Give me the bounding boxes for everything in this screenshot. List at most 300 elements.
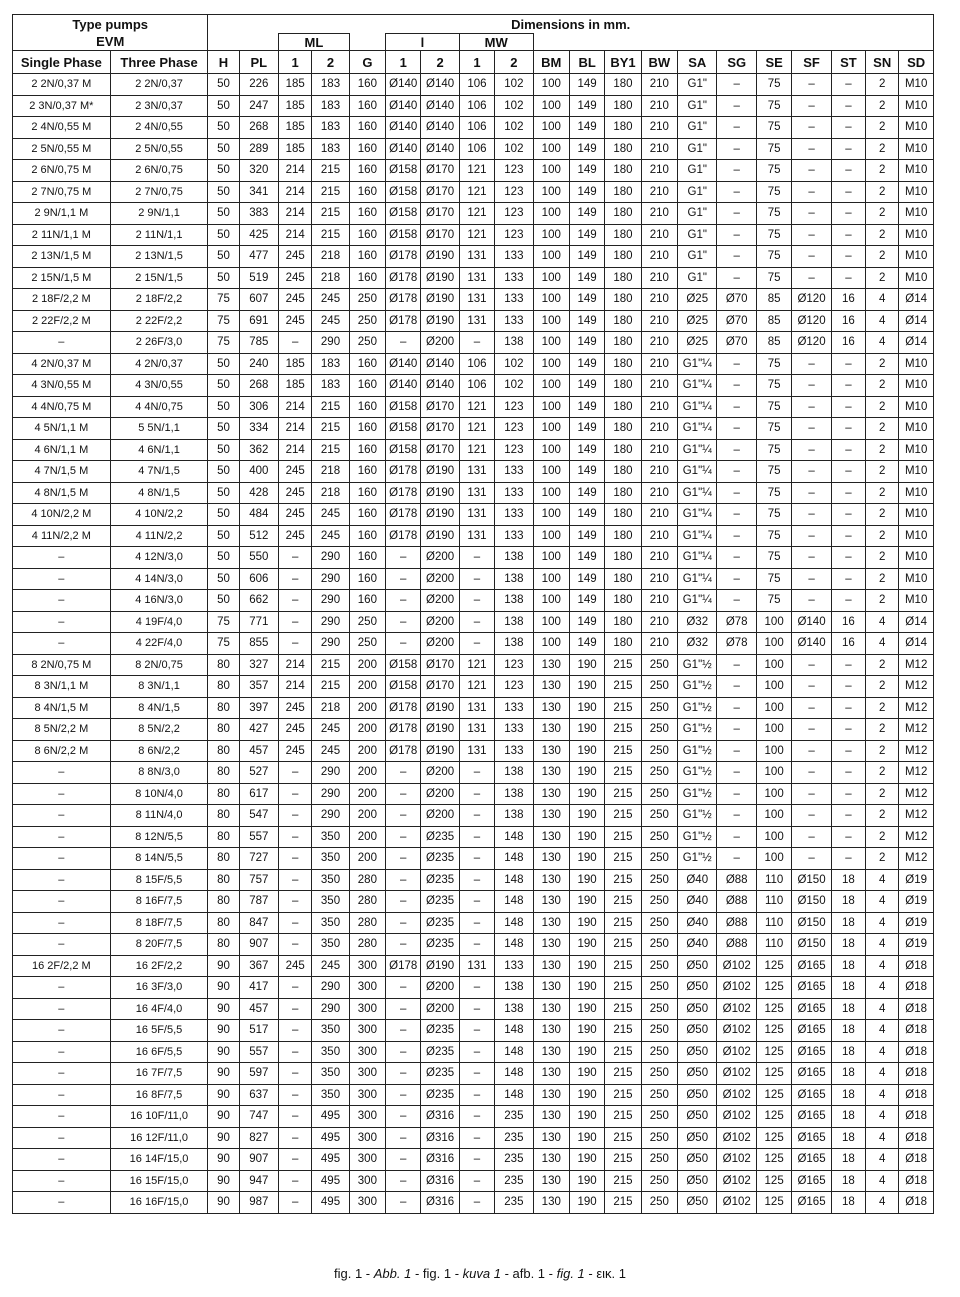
- dimension-cell-sn: 2: [866, 740, 899, 762]
- dimension-cell-sd: M10: [899, 482, 934, 504]
- dimension-cell-sa: G1"¼: [678, 353, 717, 375]
- dimension-cell-pl: 400: [239, 461, 278, 483]
- dimension-cell-pl: 289: [239, 138, 278, 160]
- dimension-cell-bm: 100: [533, 482, 569, 504]
- table-row: [13, 396, 934, 418]
- dimension-cell-sa: G1"¼: [678, 461, 717, 483]
- dimension-cell-bl: 190: [569, 719, 604, 741]
- dimension-cell-ml-1: –: [279, 998, 312, 1020]
- dimension-cell-bm: 130: [533, 654, 569, 676]
- dimension-cell-ml-1: –: [279, 1020, 312, 1042]
- dimension-cell-bm: 100: [533, 181, 569, 203]
- column-header-se: SE: [756, 51, 791, 74]
- dimension-cell-pl: 247: [239, 95, 278, 117]
- dimension-cell-sa: G1"½: [678, 697, 717, 719]
- dimension-cell-h: 50: [208, 418, 239, 440]
- dimension-cell-ml-2: 350: [312, 1041, 349, 1063]
- three-phase-model-cell: 16 4F/4,0: [110, 998, 208, 1020]
- dimension-cell-sg: –: [717, 482, 756, 504]
- dimension-cell-bl: 149: [569, 117, 604, 139]
- dimension-cell-st: 18: [831, 1149, 865, 1171]
- dimension-cell-l-2: Ø235: [421, 826, 459, 848]
- dimension-cell-ml-1: 214: [279, 396, 312, 418]
- dimension-cell-mw-1: 121: [459, 224, 494, 246]
- dimension-cell-g: 160: [349, 375, 385, 397]
- table-row: [13, 95, 934, 117]
- dimension-cell-l-1: –: [386, 1106, 421, 1128]
- table-row: [13, 805, 934, 827]
- dimension-cell-mw-1: 121: [459, 418, 494, 440]
- dimension-cell-sd: Ø14: [899, 633, 934, 655]
- dimension-cell-g: 160: [349, 117, 385, 139]
- dimension-cell-sn: 2: [866, 74, 899, 96]
- dimension-cell-sa: Ø32: [678, 611, 717, 633]
- dimension-cell-bm: 130: [533, 1063, 569, 1085]
- dimension-cell-l-2: Ø316: [421, 1127, 459, 1149]
- dimension-cell-ml-2: 350: [312, 891, 349, 913]
- dimension-cell-ml-2: 290: [312, 783, 349, 805]
- dimension-cell-pl: 907: [239, 934, 278, 956]
- dimension-cell-sn: 4: [866, 1041, 899, 1063]
- dimension-cell-bm: 100: [533, 611, 569, 633]
- dimension-cell-ml-1: –: [279, 805, 312, 827]
- table-row: [13, 891, 934, 913]
- dimension-cell-mw-1: 121: [459, 203, 494, 225]
- dimension-cell-bm: 100: [533, 375, 569, 397]
- dimension-cell-l-2: Ø190: [421, 289, 459, 311]
- dimension-cell-sd: M10: [899, 504, 934, 526]
- dimension-cell-sa: G1": [678, 224, 717, 246]
- dimension-cell-se: 75: [756, 590, 791, 612]
- dimension-cell-sn: 2: [866, 396, 899, 418]
- dimension-cell-mw-2: 133: [495, 246, 533, 268]
- dimension-cell-bm: 130: [533, 1020, 569, 1042]
- dimension-cell-h: 90: [208, 1192, 239, 1214]
- dimension-cell-l-1: –: [386, 1170, 421, 1192]
- dimension-cell-mw-2: 148: [495, 891, 533, 913]
- column-header-mw-2: 2: [495, 51, 533, 74]
- table-row: [13, 1084, 934, 1106]
- dimension-cell-g: 200: [349, 783, 385, 805]
- dimension-cell-sf: Ø165: [792, 1020, 831, 1042]
- dimension-cell-l-1: –: [386, 783, 421, 805]
- dimension-cell-bm: 100: [533, 633, 569, 655]
- dimension-cell-mw-2: 123: [495, 654, 533, 676]
- dimension-cell-ml-1: –: [279, 1063, 312, 1085]
- dimension-cell-l-2: Ø235: [421, 848, 459, 870]
- dimension-cell-ml-2: 245: [312, 955, 349, 977]
- single-phase-model-cell: –: [13, 912, 111, 934]
- dimension-cell-bw: 250: [641, 977, 677, 999]
- dimension-cell-ml-2: 215: [312, 224, 349, 246]
- dimension-cell-sd: Ø18: [899, 1041, 934, 1063]
- caption-part: fig. 1 -: [334, 1266, 374, 1281]
- dimension-cell-mw-1: –: [459, 1192, 494, 1214]
- three-phase-model-cell: 4 8N/1,5: [110, 482, 208, 504]
- dimension-cell-bw: 210: [641, 418, 677, 440]
- dimension-cell-sa: G1"½: [678, 848, 717, 870]
- dimension-cell-by1: 180: [605, 568, 641, 590]
- dimension-cell-sf: Ø165: [792, 1084, 831, 1106]
- table-row: [13, 117, 934, 139]
- dimension-cell-l-1: –: [386, 934, 421, 956]
- dimension-cell-mw-1: 131: [459, 525, 494, 547]
- dimension-cell-sf: –: [792, 568, 831, 590]
- three-phase-model-cell: 16 7F/7,5: [110, 1063, 208, 1085]
- dimension-cell-ml-2: 350: [312, 826, 349, 848]
- dimension-cell-sf: –: [792, 590, 831, 612]
- dimension-cell-st: –: [831, 504, 865, 526]
- dimension-cell-pl: 367: [239, 955, 278, 977]
- dimension-cell-bl: 190: [569, 848, 604, 870]
- dimension-cell-pl: 517: [239, 1020, 278, 1042]
- dimension-cell-sn: 4: [866, 1149, 899, 1171]
- table-row: [13, 353, 934, 375]
- dimension-cell-ml-2: 215: [312, 418, 349, 440]
- dimension-cell-sg: –: [717, 525, 756, 547]
- dimension-cell-bl: 149: [569, 138, 604, 160]
- dimension-cell-bw: 210: [641, 160, 677, 182]
- dimension-cell-sa: G1"½: [678, 783, 717, 805]
- three-phase-model-cell: 2 2N/0,37: [110, 74, 208, 96]
- dimension-cell-ml-2: 290: [312, 332, 349, 354]
- dimension-cell-l-2: Ø170: [421, 224, 459, 246]
- dimension-cell-ml-1: 185: [279, 117, 312, 139]
- dimension-cell-l-2: Ø190: [421, 740, 459, 762]
- dimension-cell-sa: G1"¼: [678, 525, 717, 547]
- dimension-cell-mw-1: –: [459, 783, 494, 805]
- dimension-cell-bm: 100: [533, 267, 569, 289]
- dimension-cell-l-1: –: [386, 977, 421, 999]
- dimension-cell-sg: Ø88: [717, 934, 756, 956]
- dimension-cell-sn: 2: [866, 719, 899, 741]
- dimension-cell-bm: 100: [533, 525, 569, 547]
- dimension-cell-by1: 215: [605, 697, 641, 719]
- dimension-cell-sg: Ø102: [717, 1127, 756, 1149]
- dimension-cell-by1: 215: [605, 740, 641, 762]
- dimension-cell-bm: 100: [533, 396, 569, 418]
- dimension-cell-mw-2: 123: [495, 224, 533, 246]
- dimension-cell-by1: 180: [605, 74, 641, 96]
- dimension-cell-ml-1: 245: [279, 697, 312, 719]
- dimension-cell-mw-1: 131: [459, 289, 494, 311]
- dimension-cell-g: 160: [349, 418, 385, 440]
- three-phase-model-cell: 16 12F/11,0: [110, 1127, 208, 1149]
- dimension-cell-sn: 2: [866, 439, 899, 461]
- dimension-cell-sg: –: [717, 246, 756, 268]
- dimension-cell-se: 125: [756, 1170, 791, 1192]
- dimension-cell-sd: M12: [899, 676, 934, 698]
- dimension-cell-ml-2: 350: [312, 1020, 349, 1042]
- dimension-cell-sd: Ø18: [899, 977, 934, 999]
- dimension-cell-sn: 4: [866, 998, 899, 1020]
- dimension-cell-se: 75: [756, 547, 791, 569]
- three-phase-model-cell: 8 3N/1,1: [110, 676, 208, 698]
- dimension-cell-ml-1: 214: [279, 418, 312, 440]
- dimension-cell-mw-1: –: [459, 568, 494, 590]
- dimension-cell-se: 85: [756, 289, 791, 311]
- table-row: [13, 461, 934, 483]
- dimension-cell-bm: 100: [533, 74, 569, 96]
- dimension-cell-mw-2: 133: [495, 955, 533, 977]
- dimension-cell-sd: M12: [899, 719, 934, 741]
- dimension-cell-se: 75: [756, 203, 791, 225]
- dimension-cell-sg: –: [717, 181, 756, 203]
- dimension-cell-bm: 100: [533, 117, 569, 139]
- three-phase-model-cell: 16 3F/3,0: [110, 977, 208, 999]
- dimension-cell-sn: 4: [866, 934, 899, 956]
- dimension-cell-sf: –: [792, 805, 831, 827]
- dimension-cell-l-2: Ø235: [421, 891, 459, 913]
- dimension-cell-sd: M12: [899, 654, 934, 676]
- table-row: [13, 246, 934, 268]
- dimension-cell-l-2: Ø190: [421, 267, 459, 289]
- dimension-cell-ml-2: 215: [312, 203, 349, 225]
- dimension-cell-l-1: –: [386, 826, 421, 848]
- column-header-sg: SG: [717, 51, 756, 74]
- dimension-cell-st: –: [831, 203, 865, 225]
- dimension-cell-h: 50: [208, 547, 239, 569]
- dimension-cell-l-1: –: [386, 869, 421, 891]
- dimension-cell-sn: 2: [866, 482, 899, 504]
- dimension-cell-ml-2: 350: [312, 869, 349, 891]
- dimension-cell-se: 125: [756, 955, 791, 977]
- dimension-cell-h: 50: [208, 160, 239, 182]
- dimension-cell-g: 250: [349, 633, 385, 655]
- dimension-cell-bw: 210: [641, 504, 677, 526]
- dimension-cell-ml-2: 350: [312, 934, 349, 956]
- dimension-cell-st: –: [831, 762, 865, 784]
- dimension-cell-sa: G1"½: [678, 805, 717, 827]
- dimension-cell-bw: 210: [641, 590, 677, 612]
- dimension-cell-sg: Ø102: [717, 977, 756, 999]
- dimension-cell-st: 18: [831, 1084, 865, 1106]
- dimension-cell-bl: 190: [569, 762, 604, 784]
- dimension-cell-se: 100: [756, 633, 791, 655]
- three-phase-model-cell: 8 20F/7,5: [110, 934, 208, 956]
- dimension-cell-bw: 210: [641, 525, 677, 547]
- dimension-cell-sn: 2: [866, 697, 899, 719]
- dimension-cell-sn: 2: [866, 783, 899, 805]
- dimension-cell-bm: 130: [533, 762, 569, 784]
- three-phase-model-cell: 4 16N/3,0: [110, 590, 208, 612]
- dimension-cell-bl: 149: [569, 310, 604, 332]
- dimension-cell-se: 110: [756, 934, 791, 956]
- dimension-cell-ml-2: 215: [312, 160, 349, 182]
- single-phase-model-cell: 4 11N/2,2 M: [13, 525, 111, 547]
- dimension-cell-bw: 250: [641, 805, 677, 827]
- dimension-cell-l-2: Ø190: [421, 504, 459, 526]
- dimension-cell-l-2: Ø140: [421, 74, 459, 96]
- table-body: [13, 74, 934, 1214]
- dimension-cell-sn: 2: [866, 826, 899, 848]
- dimension-cell-sd: Ø18: [899, 1192, 934, 1214]
- dimension-cell-bw: 210: [641, 203, 677, 225]
- dimension-cell-l-2: Ø170: [421, 396, 459, 418]
- table-row: [13, 1041, 934, 1063]
- dimension-cell-st: 18: [831, 1063, 865, 1085]
- dimension-cell-ml-1: –: [279, 332, 312, 354]
- dimension-cell-sa: G1"¼: [678, 375, 717, 397]
- dimension-cell-bm: 130: [533, 912, 569, 934]
- dimension-cell-sn: 4: [866, 1192, 899, 1214]
- dimension-cell-st: –: [831, 805, 865, 827]
- dimension-cell-sd: Ø19: [899, 869, 934, 891]
- dimension-cell-bw: 210: [641, 353, 677, 375]
- single-phase-model-cell: 4 5N/1,1 M: [13, 418, 111, 440]
- three-phase-model-cell: 2 6N/0,75: [110, 160, 208, 182]
- dimension-cell-h: 50: [208, 590, 239, 612]
- dimension-cell-mw-1: 131: [459, 740, 494, 762]
- single-phase-model-cell: –: [13, 1041, 111, 1063]
- dimension-cell-h: 50: [208, 117, 239, 139]
- dimension-cell-mw-1: –: [459, 611, 494, 633]
- dimension-cell-bw: 210: [641, 95, 677, 117]
- dimension-cell-se: 75: [756, 418, 791, 440]
- dimension-cell-sf: –: [792, 224, 831, 246]
- dimension-cell-sn: 4: [866, 1084, 899, 1106]
- dimension-cell-sd: M10: [899, 203, 934, 225]
- dimension-cell-g: 160: [349, 95, 385, 117]
- dimension-cell-ml-2: 495: [312, 1106, 349, 1128]
- dimension-cell-bl: 190: [569, 891, 604, 913]
- mw-header: MW: [459, 34, 533, 51]
- dimension-cell-h: 80: [208, 869, 239, 891]
- dimension-cell-bw: 250: [641, 934, 677, 956]
- dimension-cell-by1: 215: [605, 998, 641, 1020]
- dimension-cell-l-1: Ø140: [386, 95, 421, 117]
- dimension-cell-ml-1: –: [279, 1149, 312, 1171]
- dimension-cell-bm: 130: [533, 1192, 569, 1214]
- dimension-cell-sg: –: [717, 504, 756, 526]
- dimension-cell-h: 90: [208, 1020, 239, 1042]
- dimension-cell-g: 200: [349, 719, 385, 741]
- dimension-cell-sg: –: [717, 74, 756, 96]
- dimension-cell-by1: 215: [605, 676, 641, 698]
- dimension-cell-sd: M10: [899, 418, 934, 440]
- dimension-cell-h: 50: [208, 181, 239, 203]
- dimension-cell-mw-2: 138: [495, 633, 533, 655]
- dimension-cell-sf: –: [792, 783, 831, 805]
- dimension-cell-h: 90: [208, 1041, 239, 1063]
- dimension-cell-by1: 215: [605, 783, 641, 805]
- dimension-cell-l-1: –: [386, 1041, 421, 1063]
- dimension-cell-ml-2: 245: [312, 719, 349, 741]
- three-phase-model-cell: 4 22F/4,0: [110, 633, 208, 655]
- dimension-cell-bw: 250: [641, 762, 677, 784]
- dimension-cell-l-1: Ø140: [386, 353, 421, 375]
- dimension-cell-sa: G1"¼: [678, 568, 717, 590]
- dimension-cell-l-1: –: [386, 1020, 421, 1042]
- dimension-cell-sn: 2: [866, 203, 899, 225]
- dimension-cell-pl: 787: [239, 891, 278, 913]
- three-phase-model-cell: 2 5N/0,55: [110, 138, 208, 160]
- dimension-cell-sn: 4: [866, 869, 899, 891]
- dimension-cell-se: 125: [756, 1106, 791, 1128]
- dimension-cell-ml-1: 245: [279, 719, 312, 741]
- dimension-cell-h: 50: [208, 353, 239, 375]
- dimension-cell-ml-1: –: [279, 783, 312, 805]
- dimension-cell-sa: G1": [678, 74, 717, 96]
- dimension-cell-bl: 190: [569, 934, 604, 956]
- dimension-cell-se: 85: [756, 310, 791, 332]
- dimension-cell-l-1: –: [386, 1149, 421, 1171]
- dimension-cell-sd: M10: [899, 246, 934, 268]
- dimension-cell-ml-1: 245: [279, 267, 312, 289]
- dimension-cell-sn: 2: [866, 224, 899, 246]
- dimension-cell-mw-2: 102: [495, 353, 533, 375]
- dimension-cell-by1: 180: [605, 525, 641, 547]
- dimension-cell-sg: –: [717, 375, 756, 397]
- dimension-cell-mw-1: 106: [459, 353, 494, 375]
- dimension-cell-bm: 130: [533, 998, 569, 1020]
- dimension-cell-mw-1: –: [459, 547, 494, 569]
- dimension-cell-sg: Ø88: [717, 912, 756, 934]
- dimension-cell-pl: 226: [239, 74, 278, 96]
- dimension-cell-l-2: Ø170: [421, 181, 459, 203]
- dimension-cell-bw: 250: [641, 1063, 677, 1085]
- dimension-cell-sf: Ø140: [792, 633, 831, 655]
- dimension-cell-h: 50: [208, 396, 239, 418]
- dimension-cell-st: 16: [831, 611, 865, 633]
- dimension-cell-ml-1: –: [279, 1084, 312, 1106]
- three-phase-model-cell: 16 15F/15,0: [110, 1170, 208, 1192]
- dimension-cell-st: –: [831, 418, 865, 440]
- dimension-cell-h: 75: [208, 310, 239, 332]
- dimension-cell-sn: 2: [866, 676, 899, 698]
- dimension-cell-sa: G1"¼: [678, 504, 717, 526]
- three-phase-model-cell: 2 3N/0,37: [110, 95, 208, 117]
- dimension-cell-mw-1: 131: [459, 267, 494, 289]
- dimension-cell-ml-1: –: [279, 891, 312, 913]
- dimension-cell-h: 90: [208, 1170, 239, 1192]
- dimension-cell-h: 80: [208, 719, 239, 741]
- dimension-cell-mw-2: 138: [495, 547, 533, 569]
- dimension-cell-mw-2: 148: [495, 1041, 533, 1063]
- dimension-cell-l-2: Ø200: [421, 977, 459, 999]
- dimension-cell-by1: 215: [605, 912, 641, 934]
- three-phase-model-cell: 16 8F/7,5: [110, 1084, 208, 1106]
- dimension-cell-g: 160: [349, 482, 385, 504]
- dimension-cell-bl: 190: [569, 654, 604, 676]
- dimension-cell-mw-1: –: [459, 1084, 494, 1106]
- dimension-cell-bl: 149: [569, 95, 604, 117]
- dimension-cell-sa: G1"¼: [678, 418, 717, 440]
- dimension-cell-by1: 180: [605, 611, 641, 633]
- dimension-cell-ml-2: 245: [312, 525, 349, 547]
- dimension-cell-mw-2: 148: [495, 912, 533, 934]
- dimension-cell-st: –: [831, 181, 865, 203]
- dimension-cell-sa: G1"½: [678, 762, 717, 784]
- dimension-cell-ml-1: 214: [279, 160, 312, 182]
- dimension-cell-by1: 180: [605, 224, 641, 246]
- dimension-cell-sg: Ø78: [717, 633, 756, 655]
- dimension-cell-ml-1: 245: [279, 482, 312, 504]
- dimension-cell-st: 18: [831, 934, 865, 956]
- three-phase-model-cell: 8 16F/7,5: [110, 891, 208, 913]
- dimension-cell-h: 90: [208, 977, 239, 999]
- dimension-cell-sd: M10: [899, 439, 934, 461]
- dimension-cell-bm: 130: [533, 740, 569, 762]
- dimension-cell-h: 80: [208, 740, 239, 762]
- dimension-cell-sf: –: [792, 160, 831, 182]
- table-row: [13, 955, 934, 977]
- dimension-cell-l-2: Ø140: [421, 95, 459, 117]
- dimension-cell-sf: –: [792, 246, 831, 268]
- dimension-cell-ml-2: 183: [312, 117, 349, 139]
- dimension-cell-g: 300: [349, 1084, 385, 1106]
- dimension-cell-l-2: Ø170: [421, 203, 459, 225]
